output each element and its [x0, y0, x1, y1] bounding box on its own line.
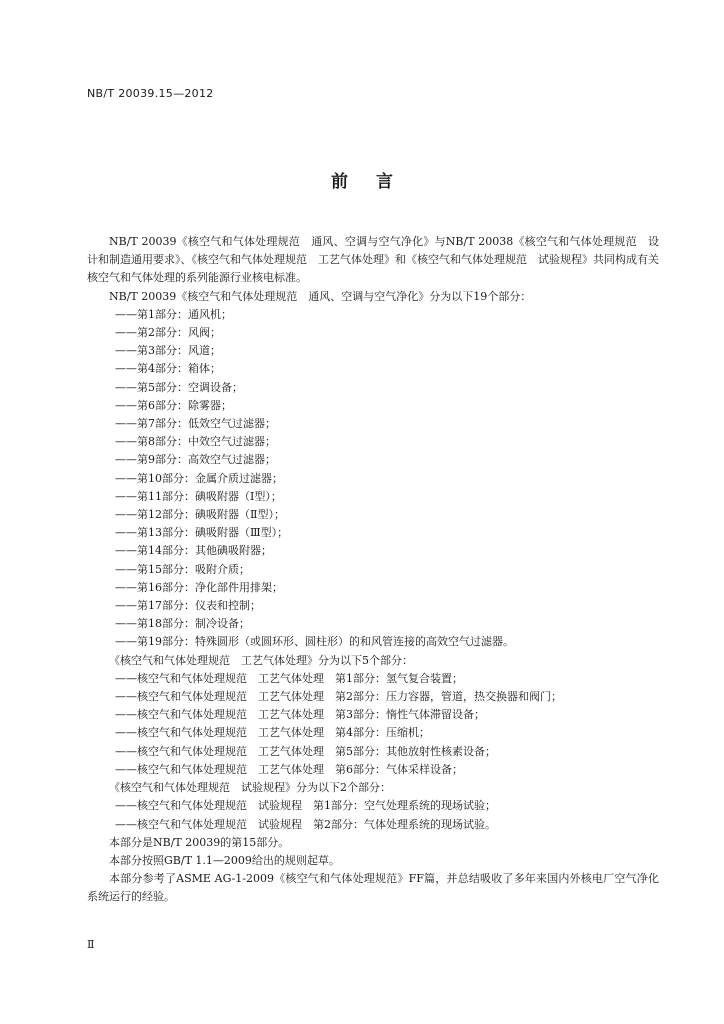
list-item: ——核空气和气体处理规范 工艺气体处理 第3部分：惰性气体滞留设备；	[115, 708, 485, 722]
process-gas-paragraph: 《核空气和气体处理规范 工艺气体处理》分为以下5个部分：	[109, 653, 413, 667]
list-item: ——第8部分：中效空气过滤器；	[115, 435, 276, 449]
intro-paragraph-1: NB/T 20039《核空气和气体处理规范 通风、空调与空气净化》与NB/T 20038《核空气和气体处理规范 设计和制造通用要求》、《核空气和气体处理规范 工艺气体处理》和《核空气和气体处理规范 试验规程》共同构成有关核空气和气体处理的系列能源行业核电标准。	[87, 235, 659, 285]
parts-list-test-procedure	[87, 797, 659, 833]
list-item: ——核空气和气体处理规范 工艺气体处理 第2部分：压力容器，管道，热交换器和阀门；	[115, 690, 562, 704]
list-item: ——第6部分：除雾器；	[115, 398, 232, 412]
closing-paragraph-3: 本部分参考了ASME AG-1-2009《核空气和气体处理规范》FF篇，并总结吸收了多年来国内外核电厂空气净化系统运行的经验。	[87, 872, 659, 904]
list-item: ——第7部分：低效空气过滤器；	[115, 417, 276, 431]
closing-paragraph-2: 本部分按照GB/T 1.1—2009给出的规则起草。	[109, 853, 340, 867]
list-item: ——第17部分：仪表和控制；	[115, 599, 261, 613]
list-item: ——第2部分：风阀；	[115, 326, 221, 340]
list-item: ——第4部分：箱体；	[115, 362, 221, 376]
list-item: ——第16部分：净化部件用排架；	[115, 580, 283, 594]
parts-list-process-gas	[87, 670, 659, 779]
page-number: Ⅱ	[87, 938, 95, 951]
list-item: ——第5部分：空调设备；	[115, 380, 243, 394]
test-procedure-paragraph: 《核空气和气体处理规范 试验规程》分为以下2个部分：	[109, 781, 391, 795]
list-item: ——第10部分：金属介质过滤器；	[115, 471, 283, 485]
page-title: 前言	[331, 172, 421, 192]
list-item: ——第18部分：制冷设备；	[115, 617, 250, 631]
list-item: ——第3部分：风道；	[115, 344, 221, 358]
list-item: ——核空气和气体处理规范 工艺气体处理 第5部分：其他放射性核素设备；	[115, 744, 496, 758]
intro-paragraph-2: NB/T 20039《核空气和气体处理规范 通风、空调与空气净化》分为以下19个部分：	[109, 289, 532, 303]
list-item: ——第19部分：特殊圆形（或圆环形、圆柱形）的和风管连接的高效空气过滤器。	[115, 635, 514, 649]
list-item: ——第11部分：碘吸附器（Ⅰ型）；	[115, 489, 282, 503]
standard-code: NB/T 20039.15—2012	[87, 87, 214, 100]
parts-list-ventilation	[87, 306, 659, 652]
list-item: ——第1部分：通风机；	[115, 307, 232, 321]
document-body	[87, 233, 659, 907]
list-item: ——核空气和气体处理规范 试验规程 第1部分：空气处理系统的现场试验；	[115, 799, 496, 813]
list-item: ——核空气和气体处理规范 工艺气体处理 第6部分：气体采样设备；	[115, 762, 463, 776]
list-item: ——核空气和气体处理规范 试验规程 第2部分：气体处理系统的现场试验。	[115, 817, 496, 831]
list-item: ——第15部分：吸附介质；	[115, 562, 250, 576]
list-item: ——核空气和气体处理规范 工艺气体处理 第1部分：氢气复合装置；	[115, 671, 463, 685]
list-item: ——核空气和气体处理规范 工艺气体处理 第4部分：压缩机；	[115, 726, 430, 740]
list-item: ——第9部分：高效空气过滤器；	[115, 453, 276, 467]
list-item: ——第13部分：碘吸附器（Ⅲ型）；	[115, 526, 289, 540]
list-item: ——第14部分：其他碘吸附器；	[115, 544, 272, 558]
closing-paragraph-1: 本部分是NB/T 20039的第15部分。	[109, 835, 290, 849]
list-item: ——第12部分：碘吸附器（Ⅱ型）；	[115, 508, 285, 522]
